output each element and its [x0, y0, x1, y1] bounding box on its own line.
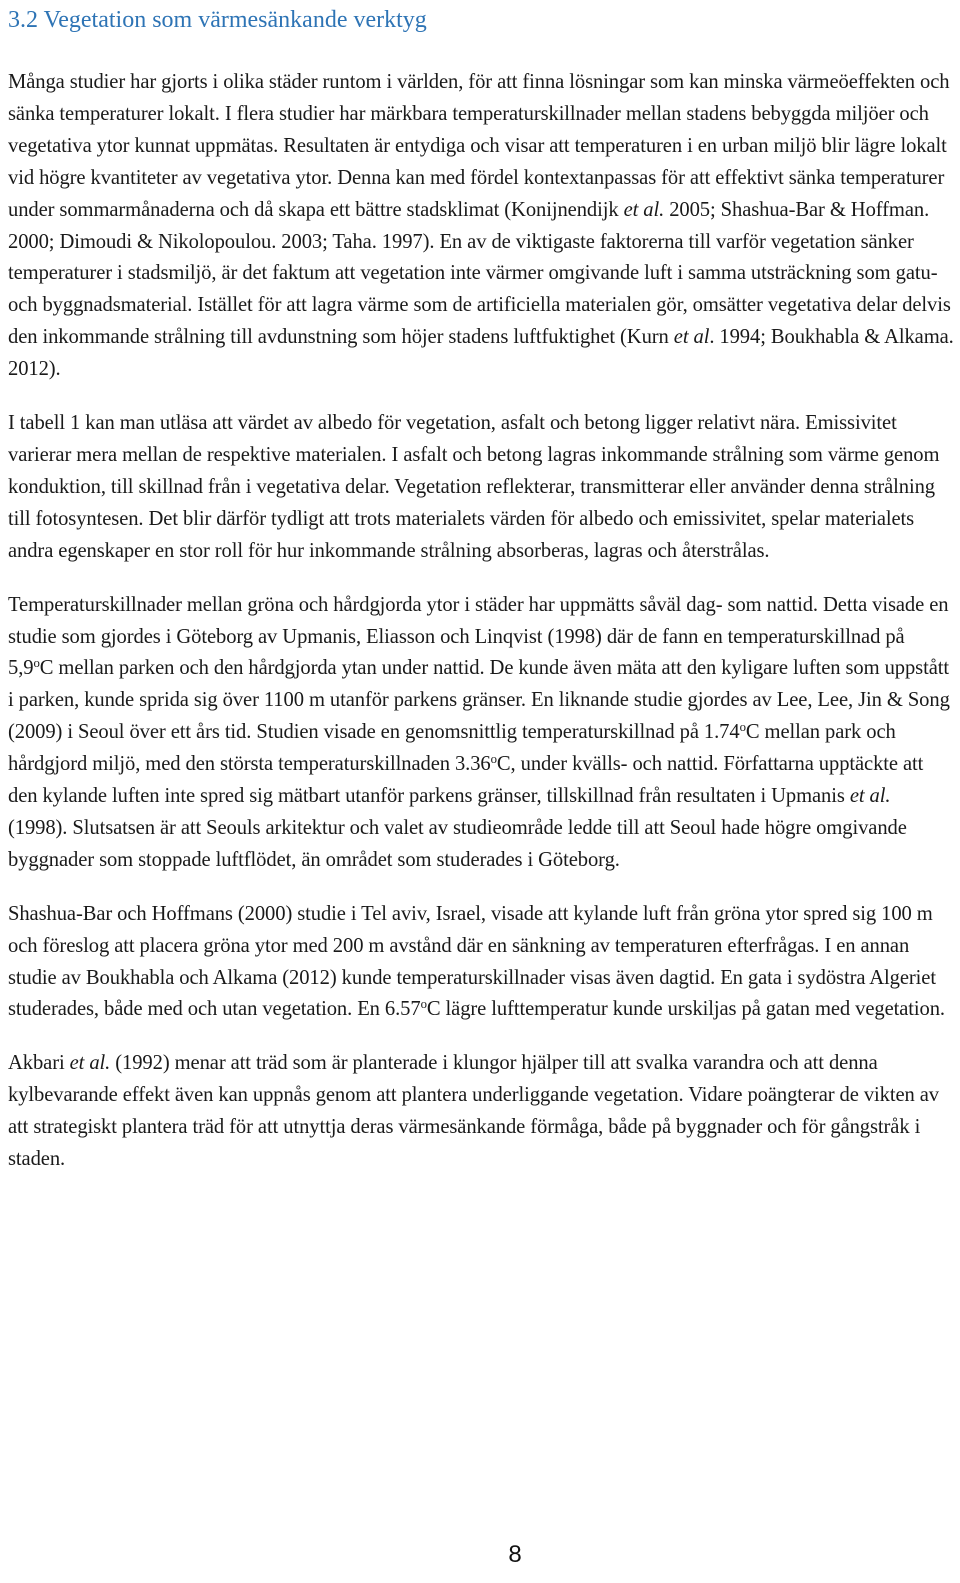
- text-run: C mellan park och hårdgjord miljö, med den största temperaturskillnaden 3.36: [8, 721, 896, 776]
- page-footer: [0, 1540, 960, 1570]
- text-run: Många studier har gjorts i olika städer runtom i världen, för att finna lösningar som kan minska värmeöeffekten och sänka temperaturer lokalt. I flera studier har märkbara temperaturskillnader mellan stadens bebyggda miljöer och vegetativa ytor kunnat uppmätas. Resultaten är entydiga och visar att temperaturen i en urban miljö blir lägre lokalt vid högre kvantiteter av vegetativa ytor. Denna kan med fördel kontextanpassas för att effektivt sänka temperaturer under sommarmånaderna och då skapa ett bättre stadsklimat (Konijnendijk: [8, 71, 950, 221]
- italic-citation: et al.: [69, 1052, 111, 1075]
- text-run: Shashua-Bar och Hoffmans (2000) studie i Tel aviv, Israel, visade att kylande luft från gröna ytor spred sig 100 m och föreslog att placera gröna ytor med 200 m avstånd där en sänkning av temperaturen efterfrågas. I en annan studie av Boukhabla och Alkama (2012) kunde temperaturskillnader visas även dagtid. En gata i sydöstra Algeriet studerades, både med och utan vegetation. En 6.57: [8, 902, 936, 1021]
- page-number: 8: [508, 1541, 522, 1568]
- text-run: 2005; Shashua-Bar & Hoffman. 2000; Dimoudi & Nikolopoulou. 2003; Taha. 1997). En av de viktigaste faktorerna till varför vegetation sänker temperaturer i stadsmiljö, är det faktum att vegetation inte värmer omgivande luft i samma utsträckning som gatu- och byggnadsmaterial. Istället för att lagra värme som de artificiella materialen gör, omsätter vegetativa delar delvis den inkommande strålning till avdunstning som höjer stadens luftfuktighet (Kurn: [8, 198, 951, 349]
- italic-citation: et al: [673, 326, 710, 349]
- paragraph-albedo-table: I tabell 1 kan man utläsa att värdet av albedo för vegetation, asfalt och betong ligger relativt nära. Emissivitet varierar mera mellan de respektive materialen. I asfalt och betong lagras inkommande strålning som värme genom konduktion, till skillnad från i vegetativa delar. Vegetation reflekterar, transmitterar eller använder denna strålning till fotosyntesen. Det blir därför tydligt att trots materialets värden för albedo och emissivitet, spelar materialets andra egenskaper en stor roll för hur inkommande strålning absorberas, lagras och återstrålas.: [8, 412, 940, 562]
- text-run: C mellan parken och den hårdgjorda ytan under nattid. De kunde även mäta att den kyligare luften som uppstått i parken, kunde sprida sig över 1100 m utanför parkens gränser. En liknande studie gjordes av Lee, Lee, Jin & Song (2009) i Seoul över ett års tid. Studien visade en genomsnittlig temperaturskillnad på 1.74: [8, 657, 950, 744]
- text-run: . 1994; Boukhabla & Alkama. 2012).: [8, 326, 954, 381]
- text-run: C lägre lufttemperatur kunde urskiljas på gatan med vegetation.: [426, 998, 945, 1021]
- degree-superscript: o: [33, 656, 40, 671]
- paragraph-temperature-differences: [8, 590, 954, 877]
- degree-superscript: o: [739, 720, 746, 735]
- paragraph-vegetation-studies: [8, 67, 954, 386]
- degree-superscript: o: [420, 997, 427, 1012]
- document-page: [8, 0, 954, 1176]
- section-heading: 3.2 Vegetation som värmesänkande verktyg: [8, 7, 427, 33]
- text-run: (1992) menar att träd som är planterade i klungor hjälper till att svalka varandra och att denna kylbevarande effekt även kan uppnås genom att plantera underliggande vegetation. Vidare poängterar de vikten av att strategiskt plantera träd för att utnyttja deras värmesänkande förmåga, både på byggnader och för gångstråk i staden.: [8, 1052, 939, 1171]
- text-run: (1998). Slutsatsen är att Seouls arkitektur och valet av studieområde ledde till att Seoul hade högre omgivande byggnader som stoppade luftflödet, än området som studerades i Göteborg.: [8, 816, 907, 871]
- italic-citation: et al.: [849, 785, 891, 808]
- text-run: C, under kvälls- och nattid. Författarna upptäckte att den kylande luften inte spred sig mätbart utanför parkens gränser, tillskillnad från resultaten i Upmanis: [8, 753, 924, 808]
- text-run: Temperaturskillnader mellan gröna och hårdgjorda ytor i städer har uppmätts såväl dag- som nattid. Detta visade en studie som gjordes i Göteborg av Upmanis, Eliasson och Linqvist (1998) där de fann en temperaturskillnad på 5,9: [8, 593, 949, 680]
- degree-superscript: o: [490, 752, 497, 767]
- italic-citation: et al.: [623, 198, 665, 221]
- paragraph-tree-clusters: [8, 1048, 954, 1176]
- text-run: Akbari: [8, 1052, 70, 1075]
- paragraph-tel-aviv-study: [8, 899, 954, 1027]
